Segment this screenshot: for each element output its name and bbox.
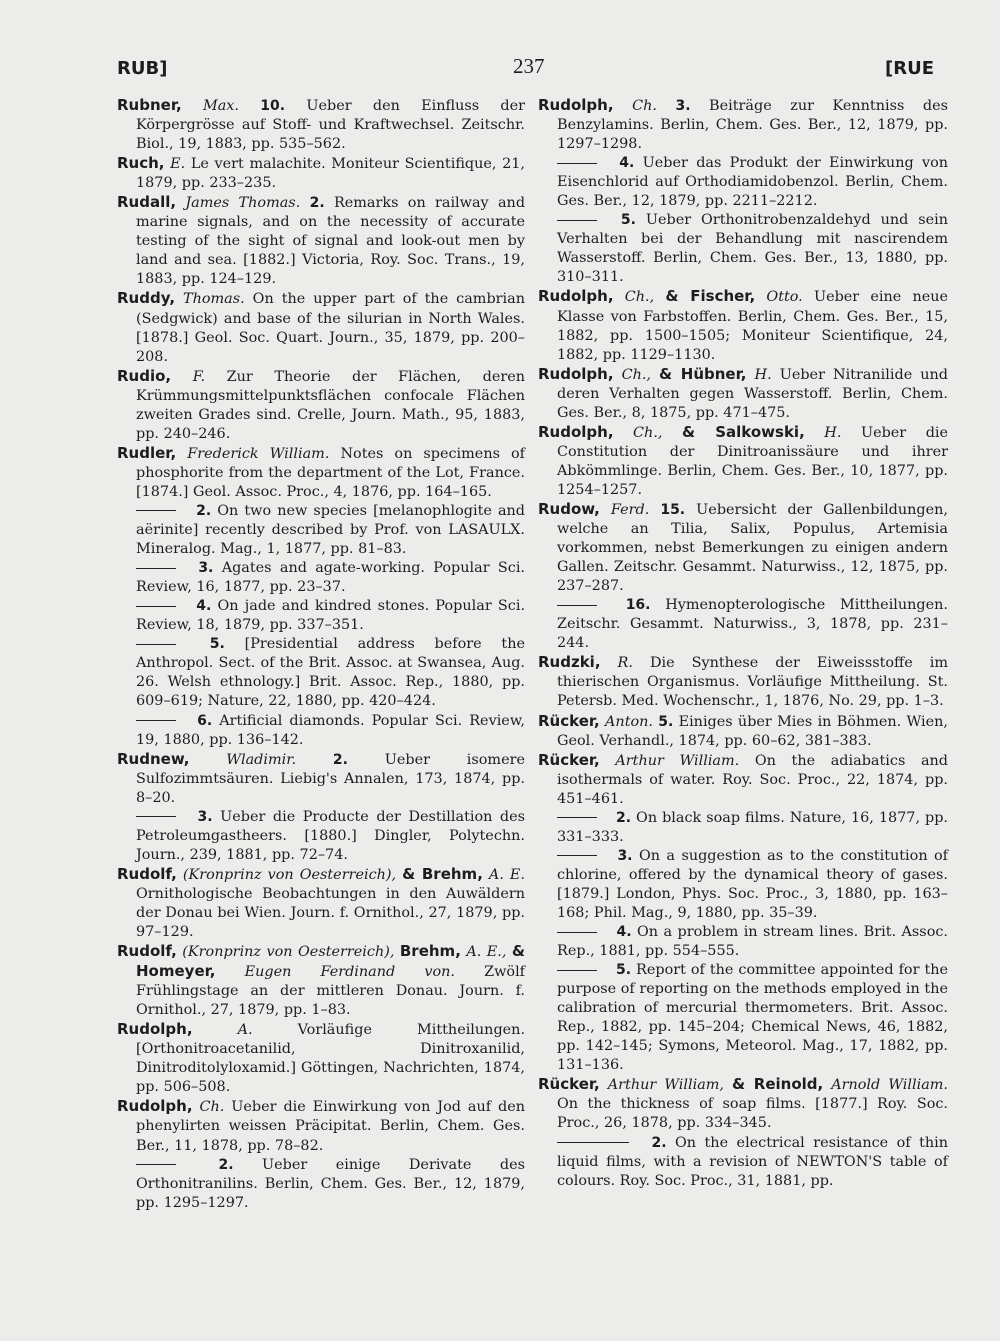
author-surname: Rubner, xyxy=(117,96,182,114)
coauthor-given-name: A. E. xyxy=(488,866,525,883)
author-given-name: Arthur William. xyxy=(615,752,740,769)
entry-number: 2. xyxy=(651,1134,667,1151)
entry-text: Ueber das Produkt der Einwirkung von Eisenchlorid auf Orthodiamidobenzol. Berlin, Chem. Ges. Ber., 12, 1879, pp. 2211–2212. xyxy=(557,155,949,210)
entry-number: 2. xyxy=(309,195,325,212)
entry-text: Notes on specimens of phosphorite from the department of the Lot, France. [1874.] Geol. Assoc. Proc., 4, 1876, pp. 164–165. xyxy=(136,445,525,500)
entry-text: On two new species [melanophlogite and aërinite] recently described by Prof. von LASAULX. Mineralog. Mag., 1, 1877, pp. 81–83. xyxy=(136,502,525,558)
entry-text: On the thickness of soap films. [1877.] Roy. Soc. Proc., 26, 1878, pp. 334–345. xyxy=(557,1096,948,1132)
coauthor-surname: & Reinold, xyxy=(732,1075,824,1094)
bibliography-entry xyxy=(538,712,948,751)
entry-text: Ueber Orthonitrobenzaldehyd und sein Verhalten bei der Behandlung mit nascirendem Wasserstoff. Berlin, Chem. Ges. Ber., 13, 1880, pp. 310–311. xyxy=(557,212,949,286)
bibliography-entry xyxy=(538,809,948,847)
author-surname: Rücker, xyxy=(538,1075,600,1094)
entry-text: On a suggestion as to the constitution of chlorine, offered by the dynamical theory of gases. [1879.] London, Phys. Soc. Proc., 3, 1880, pp. 163–168; Phil. Mag., 9, 1880, pp. 35–39. xyxy=(557,847,949,921)
author-surname: Ruch, xyxy=(117,154,165,173)
bibliography-entry xyxy=(538,1075,948,1133)
bibliography-entry xyxy=(538,423,948,500)
author-surname: Rudolph, xyxy=(538,364,614,383)
author-surname: Rudolf, xyxy=(117,942,177,961)
entry-text: On a problem in stream lines. Brit. Assoc. Rep., 1881, pp. 554–555. xyxy=(557,924,948,960)
entry-number: 5. xyxy=(620,212,636,229)
entry-text: Beiträge zur Kenntniss des Benzylamins. Berlin, Chem. Ges. Ber., 12, 1879, pp. 1297–1298. xyxy=(557,98,948,153)
ditto-dash xyxy=(136,606,176,607)
author-surname: Rudio, xyxy=(117,366,172,385)
author-given-name: Ferd. xyxy=(610,501,650,518)
entry-text: Ueber die Einwirkung von Jod auf den phenylirten weissen Präcipitat. Berlin, Chem. Ges. Ber., 11, 1878, pp. 78–82. xyxy=(136,1099,525,1154)
entry-text: Hymenopterologische Mittheilungen. Zeitschr. Gesammt. Naturwiss., 3, 1878, pp. 231–244. xyxy=(557,597,949,652)
bibliography-entry xyxy=(538,211,948,287)
bibliography-entry xyxy=(538,923,948,961)
author-surname: Rudler, xyxy=(117,443,177,462)
author-given-name: Ch. xyxy=(199,1099,225,1116)
entry-text: Ueber den Einfluss der Körpergrösse auf Stoff- und Kraftwechsel. Zeitschr. Biol., 19, 1883, pp. 535–562. xyxy=(136,98,525,153)
entry-number: 4. xyxy=(196,598,212,615)
author-given-name: Ch., xyxy=(624,289,655,306)
ditto-dash xyxy=(136,816,176,817)
bibliography-entry xyxy=(538,961,948,1075)
ditto-dash xyxy=(557,220,597,221)
entry-text: Ueber eine neue Klasse von Farbstoffen. Berlin, Chem. Ges. Ber., 15, 1882, pp. 1500–1505; Moniteur Scientifique, 24, 1882, pp. 1129–1130. xyxy=(557,289,949,363)
bibliography-entry xyxy=(117,559,525,597)
entry-text: Agates and agate-working. Popular Sci. Review, 16, 1877, pp. 23–37. xyxy=(136,560,525,596)
ditto-dash xyxy=(136,510,176,511)
coauthor-surname: & Hübner, xyxy=(659,364,747,383)
author-given-name: James Thomas. xyxy=(185,195,301,212)
header-right: [RUE xyxy=(885,58,934,79)
entry-text: Zwölf Frühlingstage an der mittleren Donau. Journ. f. Ornithol., 27, 1879, pp. 1–83. xyxy=(136,964,526,1019)
entry-number: 2. xyxy=(615,809,632,826)
author-surname: Rücker, xyxy=(538,711,600,730)
author-surname: Rudolph, xyxy=(117,1097,193,1116)
bibliography-entry xyxy=(117,808,525,865)
entry-text: Ueber die Constitution der Dinitroanissäure und ihrer Abkömmlinge. Berlin, Chem. Ges. Ber., 10, 1877, pp. 1254–1257. xyxy=(557,424,949,498)
ditto-dash xyxy=(557,970,597,971)
entry-text: On the electrical resistance of thin liquid films, with a revision of NEWTON'S table of colours. Roy. Soc. Proc., 31, 1881, pp. xyxy=(557,1134,949,1189)
author-surname: Rudolph, xyxy=(538,96,614,114)
author-given-name: A. xyxy=(237,1022,253,1039)
entry-text: Ueber Nitranilide und deren Verhalten gegen Wasserstoff. Berlin, Chem. Ges. Ber., 8, 1875, pp. 471–475. xyxy=(557,366,948,421)
entry-text: Ueber die Producte der Destillation des Petroleumgastheers. [1880.] Dingler, Polytechn. Journ., 239, 1881, pp. 72–74. xyxy=(136,808,526,863)
bibliography-entry xyxy=(117,1156,525,1213)
author-given-name: E. xyxy=(170,156,186,173)
entry-text: Die Synthese der Eiweissstoffe im thierischen Organismus. Vorläufige Mittheilung. St. Petersb. Med. Wochenschr., 1, 1876, No. 29, pp. 1–3. xyxy=(557,655,949,710)
running-header xyxy=(117,54,934,86)
entry-number: 4. xyxy=(619,155,635,172)
entry-number: 5. xyxy=(615,962,632,979)
entry-number: 3. xyxy=(617,847,633,864)
entry-number: 2. xyxy=(218,1156,234,1173)
bibliography-entry xyxy=(538,847,948,923)
ditto-dash xyxy=(557,817,597,818)
bibliography-entry xyxy=(538,751,948,809)
coauthor-surname: Brehm, xyxy=(399,942,461,961)
left-column xyxy=(117,96,525,1213)
entry-number: 15. xyxy=(660,501,686,518)
author-surname: Rudzki, xyxy=(538,653,601,672)
author-given-name: Arthur William, xyxy=(607,1077,725,1094)
bibliography-entry xyxy=(117,1097,525,1155)
entry-number: 10. xyxy=(260,98,286,114)
ditto-dash xyxy=(557,605,597,606)
entry-number: 5. xyxy=(658,713,674,730)
entry-text: Remarks on railway and marine signals, and on the necessity of accurate testing of the sight of signal and look-out men by land and sea. [1882.] Victoria, Roy. Soc. Trans., 19, 1883, pp. 124–129. xyxy=(136,195,526,288)
entry-text: Ueber einige Derivate des Orthonitranilins. Berlin, Chem. Ges. Ber., 12, 1879, pp. 1295–1297. xyxy=(136,1156,526,1211)
coauthor-given-name: A. E., xyxy=(466,944,507,961)
bibliography-entry xyxy=(117,750,525,808)
bibliography-entry xyxy=(117,367,525,444)
header-left: RUB] xyxy=(117,58,168,79)
ditto-dash xyxy=(557,855,597,856)
ditto-dash xyxy=(136,644,176,645)
coauthor-surname: & Brehm, xyxy=(402,864,483,883)
coauthor-given-name: Otto. xyxy=(766,289,803,306)
bibliography-entry xyxy=(117,502,525,559)
bibliography-entry xyxy=(538,1134,948,1191)
entry-text: On jade and kindred stones. Popular Sci. Review, 18, 1879, pp. 337–351. xyxy=(136,598,526,634)
bibliography-entry xyxy=(117,597,525,635)
bibliography-entry xyxy=(538,500,948,596)
bibliography-entry xyxy=(117,1020,525,1097)
coauthor-surname: & Fischer, xyxy=(665,287,756,306)
author-given-name: Max. xyxy=(202,98,239,114)
bibliography-entry xyxy=(117,865,525,942)
entry-text: Report of the committee appointed for the purpose of reporting on the methods employed in the calibration of mercurial thermometers. Brit. Assoc. Rep., 1882, pp. 145–204; Chemical News, 46, 1882, pp. 142–145; Symons, Meteorol. Mag., 17, 1882, pp. 131–136. xyxy=(557,962,949,1074)
author-given-name: Thomas. xyxy=(182,291,245,308)
author-given-name: Frederick William. xyxy=(187,445,330,462)
author-surname: Rudolph, xyxy=(538,287,614,306)
bibliography-entry xyxy=(117,444,525,502)
author-given-name: (Kronprinz von Oesterreich), xyxy=(182,866,397,883)
bibliography-entry xyxy=(117,193,525,289)
entry-text: On the adiabatics and isothermals of water. Roy. Soc. Proc., 22, 1874, pp. 451–461. xyxy=(557,752,949,807)
entry-number: 16. xyxy=(625,597,651,614)
author-given-name: R. xyxy=(617,655,633,672)
author-surname: Rudolph, xyxy=(538,422,614,441)
entry-text: [Presidential address before the Anthropol. Sect. of the Brit. Assoc. at Swansea, Aug. 26. Welsh ethnology.] Brit. Assoc. Rep., 1880, pp. 609–619; Nature, 22, 1880, pp. 420–424. xyxy=(136,636,525,710)
entry-number: 3. xyxy=(675,98,691,114)
author-given-name: Wladimir. xyxy=(226,751,297,768)
bibliography-entry xyxy=(117,154,525,193)
coauthor-surname: & Salkowski, xyxy=(682,422,805,441)
author-surname: Rücker, xyxy=(538,750,600,769)
entry-number: 4. xyxy=(616,924,632,941)
bibliography-entry xyxy=(538,365,948,423)
bibliography-entry xyxy=(117,942,525,1020)
ditto-dash xyxy=(557,1142,629,1143)
ditto-dash xyxy=(557,163,597,164)
entry-number: 5. xyxy=(209,636,225,653)
bibliography-entry xyxy=(538,96,948,154)
ditto-dash xyxy=(557,932,597,933)
author-surname: Rudolf, xyxy=(117,864,177,883)
bibliography-entry xyxy=(117,635,525,711)
bibliography-entry xyxy=(117,289,525,366)
right-column xyxy=(538,96,948,1191)
author-surname: Rudolph, xyxy=(117,1020,193,1039)
author-given-name: Ch. xyxy=(632,98,657,114)
entry-text: Le vert malachite. Moniteur Scientifique, 21, 1879, pp. 233–235. xyxy=(136,156,525,192)
entry-text: Zur Theorie der Flächen, deren Krümmungsmittelpunktsflächen confocale Flächen zweiten Grades sind. Crelle, Journ. Math., 95, 1883, pp. 240–246. xyxy=(136,368,526,442)
coauthor-given-name: H. xyxy=(754,366,772,383)
entry-number: 3. xyxy=(197,808,213,825)
entry-number: 6. xyxy=(197,712,213,729)
bibliography-entry xyxy=(538,154,948,211)
author-surname: Rudnew, xyxy=(117,749,190,768)
entry-text: Uebersicht der Gallenbildungen, welche an Tilia, Salix, Populus, Artemisia vorkommen, nebst Bemerkungen zu einigen andern Gallen. Zeitschr. Gesammt. Naturwiss., 12, 1875, pp. 237–287. xyxy=(557,501,948,595)
bibliography-entry xyxy=(538,287,948,364)
page-number: 237 xyxy=(513,54,545,78)
entry-number: 3. xyxy=(198,560,214,577)
coauthor-given-name: Eugen Ferdinand von. xyxy=(244,964,455,981)
author-given-name: (Kronprinz von Oesterreich), xyxy=(182,944,395,961)
author-surname: Rudall, xyxy=(117,193,177,212)
author-given-name: F. xyxy=(192,368,206,385)
ditto-dash xyxy=(136,720,176,721)
entry-text: Ornithologische Beobachtungen in den Auwäldern der Donau bei Wien. Journ. f. Ornithol., 27, 1879, pp. 97–129. xyxy=(136,885,525,941)
entry-number: 2. xyxy=(196,502,212,519)
ditto-dash xyxy=(136,1164,176,1165)
author-surname: Rudow, xyxy=(538,499,600,518)
entry-text: On black soap films. Nature, 16, 1877, pp. 331–333. xyxy=(557,809,949,845)
entry-text: Ueber isomere Sulfozimmtsäuren. Liebig's Annalen, 173, 1874, pp. 8–20. xyxy=(136,751,525,806)
entry-text: Einiges über Mies in Böhmen. Wien, Geol. Verhandl., 1874, pp. 60–62, 381–383. xyxy=(557,713,948,749)
entry-text: Artificial diamonds. Popular Sci. Review, 19, 1880, pp. 136–142. xyxy=(136,712,526,748)
author-surname: Ruddy, xyxy=(117,289,176,308)
coauthor-surname: & Homeyer, xyxy=(136,942,526,981)
coauthor-given-name: Arnold William. xyxy=(831,1077,948,1094)
entry-number: 2. xyxy=(332,751,348,768)
ditto-dash xyxy=(136,568,176,569)
author-given-name: Ch., xyxy=(621,366,651,383)
author-given-name: Ch., xyxy=(633,424,663,441)
author-given-name: Anton. xyxy=(605,713,653,730)
entry-text: On the upper part of the cambrian (Sedgwick) and base of the silurian in North Wales. [1878.] Geol. Soc. Quart. Journ., 35, 1879, pp. 200–208. xyxy=(136,291,525,365)
bibliography-entry xyxy=(117,96,525,154)
entry-text: Vorläufige Mittheilungen. [Orthonitroacetanilid, Dinitroxanilid, Dinitroditolyloxamid.] Göttingen, Nachrichten, 1874, pp. 506–508. xyxy=(136,1022,526,1096)
bibliography-entry xyxy=(538,653,948,711)
bibliography-entry xyxy=(538,596,948,653)
coauthor-given-name: H. xyxy=(824,424,842,441)
bibliography-entry xyxy=(117,712,525,750)
